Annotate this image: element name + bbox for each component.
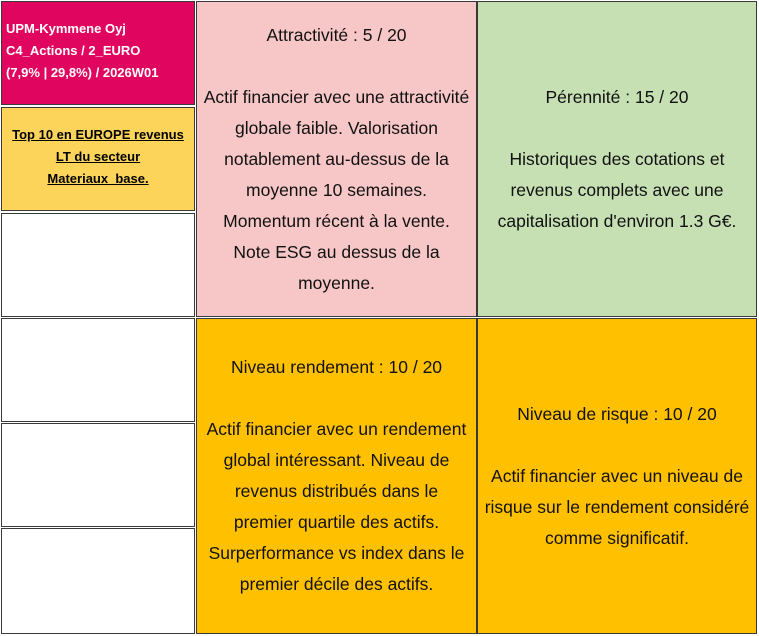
empty-cell	[1, 213, 195, 317]
attractivite-body: Actif financier avec une attractivité globale faible. Valorisation notablement au-dessus de la moyenne 10 semaines. Momentum récent à la vente. Note ESG au dessus de la moyenne.	[203, 86, 470, 293]
perennite-heading: Pérennité : 15 / 20	[545, 86, 689, 107]
empty-cell	[1, 528, 195, 634]
asset-stats: (7,9% | 29,8%) / 2026W01	[6, 65, 159, 80]
asset-title-cell	[1, 1, 195, 105]
risque-cell	[477, 318, 757, 634]
attractivite-cell	[196, 1, 477, 317]
rendement-heading: Niveau rendement : 10 / 20	[230, 357, 443, 377]
risque-heading: Niveau de risque : 10 / 20	[517, 403, 717, 424]
empty-cell	[1, 423, 195, 527]
rendement-body: Actif financier avec un rendement global intéressant. Niveau de revenus distribués dans le premier quartile des actifs. Surperformance vs index dans le premier décile des actifs.	[206, 419, 467, 594]
risque-body: Actif financier avec un niveau de risque sur le rendement considéré comme significatif.	[484, 465, 750, 548]
perennite-cell	[477, 1, 757, 317]
top10-cell	[1, 107, 195, 211]
asset-category: C4_Actions / 2_EURO	[6, 43, 141, 58]
perennite-body: Historiques des cotations et revenus complets avec une capitalisation d'environ 1.3 G€.	[497, 148, 737, 231]
attractivite-heading: Attractivité : 5 / 20	[266, 24, 407, 45]
top10-line-2: LT du secteur	[55, 149, 141, 164]
rendement-cell	[196, 318, 477, 634]
top10-line-3: Materiaux_base.	[47, 171, 149, 186]
asset-name: UPM-Kymmene Oyj	[6, 21, 126, 36]
empty-cell	[1, 318, 195, 422]
top10-line-1: Top 10 en EUROPE revenus	[12, 127, 184, 142]
